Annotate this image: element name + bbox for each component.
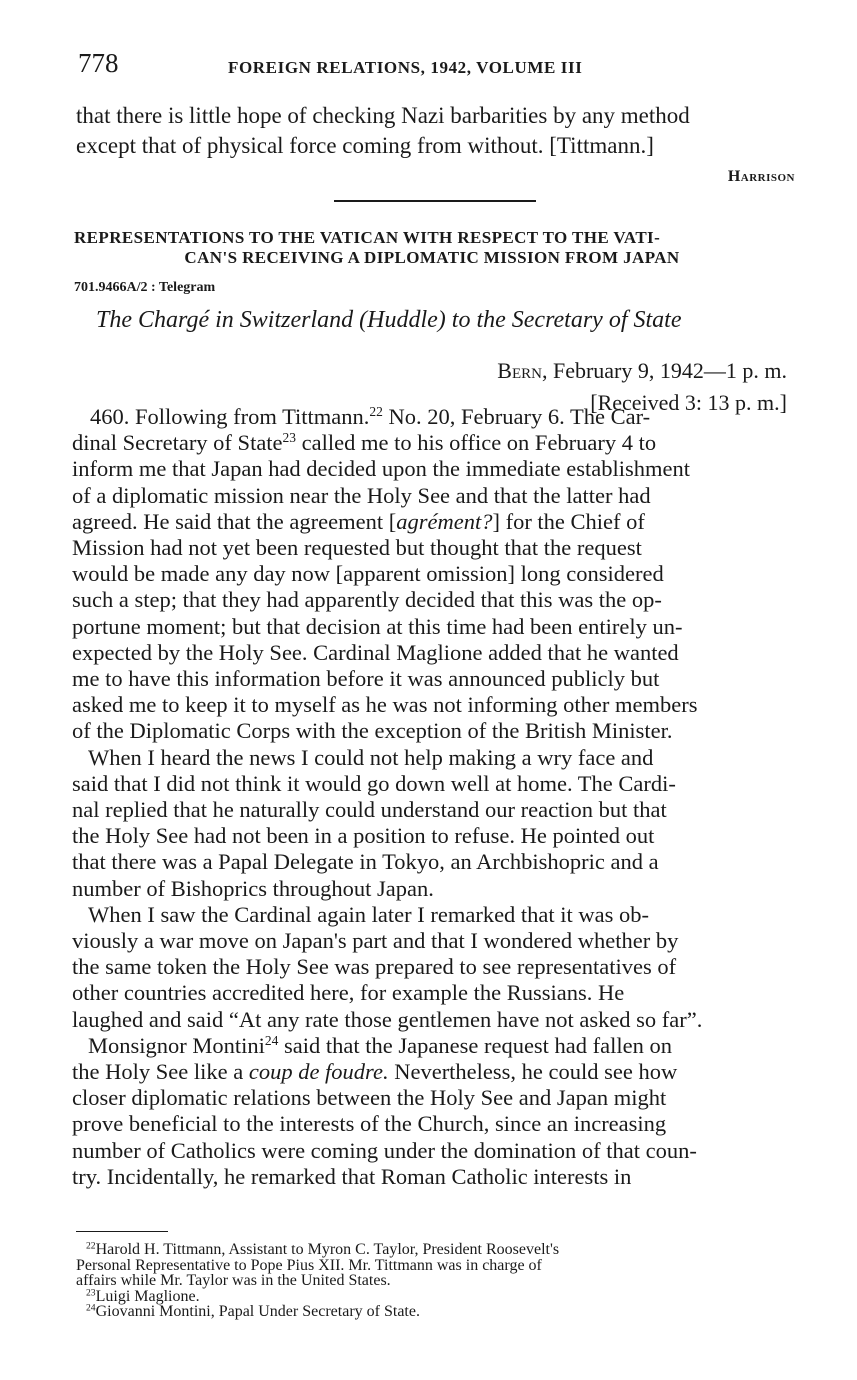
text-line: portune moment; but that decision at this time had been entirely un- [72,613,683,639]
file-reference: 701.9466A/2 : Telegram [74,280,216,295]
text-line: When I heard the news I could not help making a wry face and [88,744,654,770]
text-line: prove beneficial to the interests of the Church, since an increasing [72,1111,667,1137]
footnote-rule [76,1231,168,1232]
text-line: 460. Following from Tittmann.$^{22}$ No. 20, February 6. The Car- [90,403,651,429]
text-line: the same token the Holy See was prepared to see representatives of [72,954,677,980]
text-line: said that I did not think it would go down well at home. The Cardi- [72,770,676,796]
footnote-line: $^{23}$Luigi Maglione. [86,1286,200,1305]
footnote-line: affairs while Mr. Taylor was in the United States. [76,1272,391,1289]
footnote-number: 24 [86,1302,96,1314]
heading-line: CAN'S RECEIVING A DIPLOMATIC MISSION FROM JAPAN [184,248,680,267]
section-heading [74,228,790,268]
text-line: the Holy See like a coup de foudre. Nevertheless, he could see how [72,1059,678,1085]
footnote-line: $^{24}$Giovanni Montini, Papal Under Secretary of State. [86,1302,420,1320]
text-line: the Holy See had not been in a position to refuse. He pointed out [72,823,655,849]
text-line: would be made any day now [apparent omission] long considered [72,561,664,587]
footnote-line: Personal Representative to Pope Pius XII. Mr. Tittmann was in charge of [76,1256,542,1274]
date-time: February 9, 1942—1 p. m. [547,358,787,383]
signature: Harrison [727,168,795,185]
footnote-ref: 23 [282,430,297,446]
footnote-ref: 22 [369,403,383,419]
text-line: other countries accredited here, for example the Russians. He [72,980,625,1006]
footnote-line: $^{22}$Harold H. Tittmann, Assistant to Myron C. Taylor, President Roosevelt's [86,1240,560,1258]
text-line: Mission had not yet been requested but thought that the request [72,535,642,561]
text-line: Monsignor Montini$^{24}$ said that the Japanese request had fallen on [88,1032,673,1058]
text-line: inform me that Japan had decided upon the immediate establishment [72,456,690,482]
previous-document-text [76,101,794,161]
place: Bern, [497,358,548,383]
footnote-number: 22 [86,1240,96,1252]
text-line: that there is little hope of checking Nazi barbarities by any method [76,103,690,128]
text-line: that there was a Papal Delegate in Tokyo, an Archbishopric and a [72,849,659,875]
text-line: me to have this information before it was announced publicly but [72,666,660,692]
text-line: such a step; that they had apparently decided that this was the op- [72,587,662,613]
text-line: of the Diplomatic Corps with the exception of the British Minister. [72,718,673,744]
text-line: closer diplomatic relations between the Holy See and Japan might [72,1085,667,1111]
text-line: except that of physical force coming from without. [Tittmann.] [76,133,654,158]
text-line: number of Bishoprics throughout Japan. [72,875,434,901]
text-line: asked me to keep it to myself as he was not informing other members [72,692,698,718]
body-text [72,404,788,1190]
text-line: expected by the Holy See. Cardinal Maglione added that he wanted [72,639,679,665]
received-line: [Received 3: 13 p. m.] [590,390,787,415]
text-line: viously a war move on Japan's part and that I wondered whether by [72,928,679,954]
text-line: When I saw the Cardinal again later I remarked that it was ob- [88,901,650,927]
place-date-line [497,358,787,384]
footnote-number: 23 [86,1286,96,1298]
text-line: agreed. He said that the agreement [agrément?] for the Chief of [72,508,645,534]
text-line: try. Incidentally, he remarked that Roman Catholic interests in [72,1163,632,1189]
text-line: of a diplomatic mission near the Holy See and that the latter had [72,482,651,508]
footnotes [76,1242,792,1320]
text-line: number of Catholics were coming under the domination of that coun- [72,1137,697,1163]
running-head: FOREIGN RELATIONS, 1942, VOLUME III [228,58,583,77]
section-separator [334,200,536,202]
footnote-ref: 24 [264,1032,279,1048]
text-line: nal replied that he naturally could understand our reaction but that [72,797,667,823]
heading-line: REPRESENTATIONS TO THE VATICAN WITH RESPECT TO THE VATI- [74,228,661,247]
document-title: The Chargé in Switzerland (Huddle) to the Secretary of State [96,307,682,333]
text-line: laughed and said “At any rate those gentlemen have not asked so far”. [72,1006,703,1032]
page-number: 778 [78,48,119,78]
text-line: dinal Secretary of State$^{23}$ called me to his office on February 4 to [72,430,657,456]
